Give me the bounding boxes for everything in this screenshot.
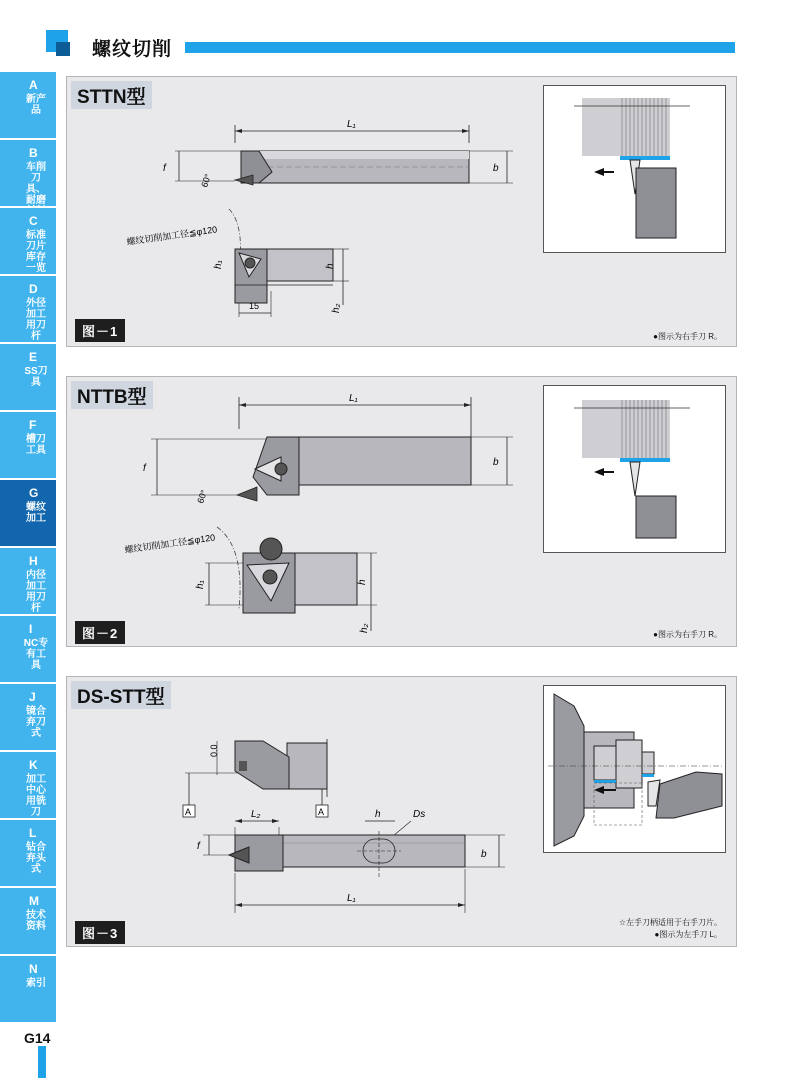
tab-label: 镜合弃刀式	[26, 706, 46, 739]
index-tab-f[interactable]	[0, 412, 56, 478]
dim-label-l1: L₁	[347, 119, 356, 130]
tab-letter: A	[29, 78, 38, 92]
dim-label-h: h	[375, 809, 381, 820]
inset-diagram	[543, 685, 726, 853]
tab-letter: B	[29, 146, 38, 160]
index-tab-h[interactable]	[0, 548, 56, 614]
section-marker-label: A	[318, 807, 325, 817]
page-number: G14	[24, 1030, 51, 1046]
dim-label-h2: h₂	[359, 623, 370, 633]
dim-label-15: 15	[249, 301, 260, 311]
tab-letter: L	[29, 826, 37, 840]
figure-label: 图－3	[75, 921, 125, 944]
index-tab-c[interactable]	[0, 208, 56, 274]
tab-label: 车削刀具、耐磨	[26, 162, 46, 206]
dim-label-00: 0.0	[209, 744, 219, 757]
inset-threading-diagram	[544, 386, 725, 552]
tab-label: 钻合弃头式	[26, 842, 46, 875]
inset-note: ●图示为右手刀 R。	[653, 332, 722, 341]
dim-label-l1: L₁	[347, 893, 356, 904]
index-tab-b[interactable]	[0, 140, 56, 206]
tab-label: 螺纹加工	[26, 502, 46, 524]
index-tab-a[interactable]	[0, 72, 56, 138]
tab-label: 加工中心用铣刀	[26, 774, 46, 818]
inset-note: ●图示为左手刀 L。	[654, 930, 722, 939]
index-tab-e[interactable]	[0, 344, 56, 410]
tab-label: 内径加工用刀杆	[26, 570, 46, 614]
dim-label-f: f	[143, 463, 146, 474]
index-tab-j[interactable]	[0, 684, 56, 750]
tab-letter: F	[29, 418, 37, 432]
tab-label: 标准刀片库存一览	[26, 230, 46, 274]
tab-letter: M	[29, 894, 39, 908]
dim-label-h: h	[357, 579, 368, 585]
tab-label: 索引	[26, 978, 46, 989]
index-tab-k[interactable]	[0, 752, 56, 818]
dim-label-angle: 60°	[199, 172, 214, 189]
dim-label-h1: h₁	[195, 580, 206, 589]
tab-label: NC专有工具	[23, 638, 49, 671]
index-tab-l[interactable]	[0, 820, 56, 886]
section-title: NTTB型	[71, 381, 153, 409]
tab-letter: C	[29, 214, 38, 228]
panel-ds-stt	[66, 676, 737, 947]
figure-label: 图－2	[75, 621, 125, 644]
tab-label: 槽刀工具	[26, 434, 46, 456]
page-title: 螺纹切削	[92, 39, 173, 60]
inset-diagram	[543, 85, 726, 253]
dim-label-b: b	[481, 849, 487, 860]
dim-label-h1: h₁	[213, 260, 224, 269]
tab-letter: H	[29, 554, 38, 568]
index-tab-n[interactable]	[0, 956, 56, 1022]
tab-label: 新产品	[26, 94, 46, 116]
tab-letter: G	[29, 486, 39, 500]
index-tab-d[interactable]	[0, 276, 56, 342]
section-title: STTN型	[71, 81, 152, 109]
dim-label-b: b	[493, 163, 499, 174]
inset-boring-diagram	[544, 686, 725, 852]
index-tab-i[interactable]	[0, 616, 56, 682]
inset-diagram	[543, 385, 726, 553]
limit-note: 螺纹切削加工径≦φ120	[125, 224, 218, 247]
tab-letter: N	[29, 962, 38, 976]
limit-note: 螺纹切削加工径≦φ120	[123, 532, 216, 555]
panel-nttb	[66, 376, 737, 647]
tab-letter: J	[29, 690, 36, 704]
header-rule	[185, 42, 735, 53]
inset-threading-diagram	[544, 86, 725, 252]
index-tab-g-active[interactable]	[0, 480, 56, 546]
dim-label-b: b	[493, 457, 499, 468]
panel-sttn	[66, 76, 737, 347]
dim-label-ds: Ds	[413, 809, 426, 820]
section-marker-label: A	[185, 807, 192, 817]
inset-note: ●图示为右手刀 R。	[653, 630, 722, 639]
tab-label: 外径加工用刀杆	[26, 298, 46, 342]
side-index-nav	[0, 72, 56, 1024]
tab-label: SS刀具	[24, 366, 48, 388]
dim-label-h: h	[325, 263, 336, 269]
index-tab-m[interactable]	[0, 888, 56, 954]
dim-label-angle: 60°	[195, 488, 210, 505]
dim-label-h2: h₂	[331, 303, 342, 313]
inset-note: ☆左手刀柄适用于右手刀片。	[618, 918, 722, 927]
dim-label-f: f	[163, 163, 166, 174]
page-number-bar	[38, 1046, 46, 1078]
tab-letter: E	[29, 350, 38, 364]
header-accent-square-dark	[56, 42, 70, 56]
tab-letter: K	[29, 758, 38, 772]
tab-letter: D	[29, 282, 38, 296]
dim-label-l1: L₁	[349, 393, 358, 404]
tab-label: 技术资料	[26, 910, 46, 932]
dim-label-l2: L₂	[251, 809, 261, 820]
section-title: DS-STT型	[71, 681, 171, 709]
figure-label: 图－1	[75, 319, 125, 342]
dim-label-f: f	[197, 841, 200, 852]
tab-letter: I	[29, 622, 33, 636]
